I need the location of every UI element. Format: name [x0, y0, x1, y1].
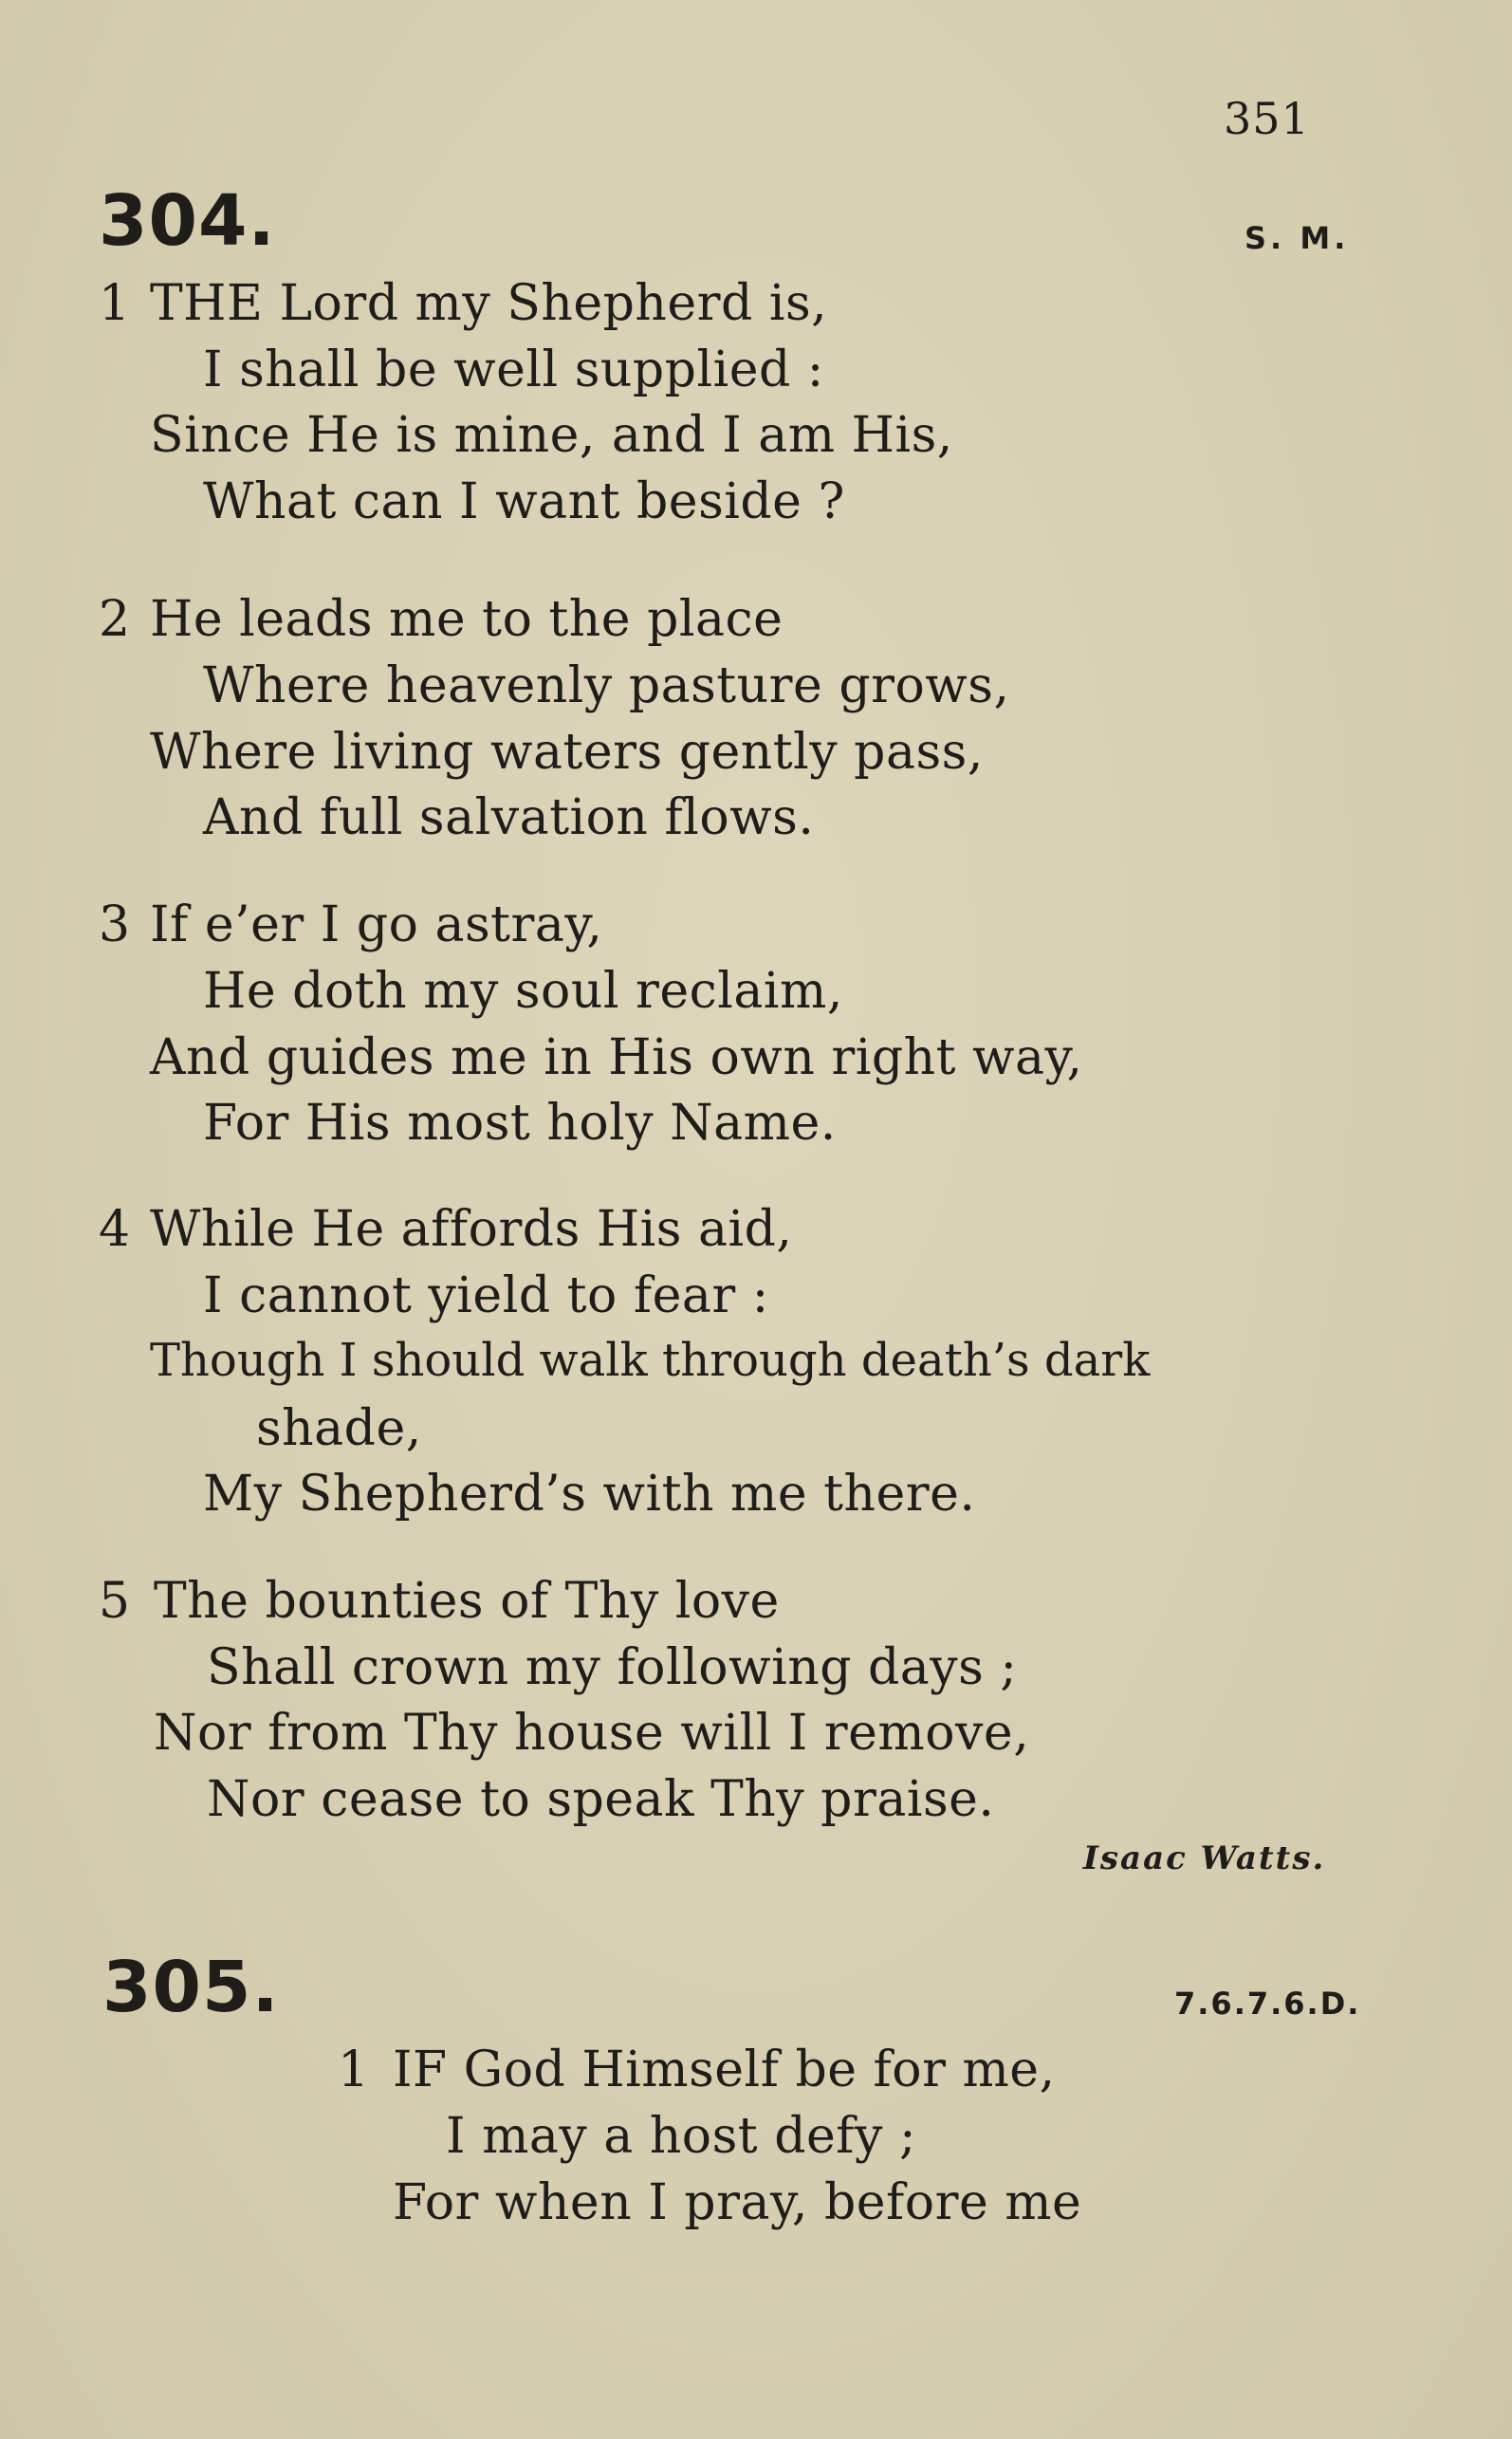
hymn-line: For when I pray, before me [393, 2174, 1082, 2231]
hymn-line: Since He is mine, and I am His, [150, 407, 953, 464]
hymn-line: I may a host defy ; [446, 2108, 916, 2165]
stanza-number: 5 [99, 1573, 131, 1630]
author-attribution: Isaac Watts. [1083, 1839, 1326, 1877]
hymn-number: 305. [102, 1947, 280, 2028]
hymn-line: And full salvation flows. [203, 789, 815, 846]
hymn-line: What can I want beside ? [203, 473, 845, 530]
stanza-number: 4 [99, 1201, 131, 1258]
stanza-number: 3 [99, 896, 131, 953]
hymn-number: 304. [99, 180, 276, 262]
hymn-line: I shall be well supplied : [203, 342, 824, 398]
hymn-line: Nor cease to speak Thy praise. [207, 1771, 995, 1828]
hymn-line: For His most holy Name. [203, 1095, 837, 1152]
hymn-line: Where living waters gently pass, [150, 724, 984, 781]
hymn-line: Though I should walk through death’s dark [150, 1334, 1151, 1387]
page-number: 351 [1224, 93, 1310, 144]
hymn-line: If e’er I go astray, [150, 896, 603, 953]
stanza-number: 1 [99, 275, 131, 332]
stanza-number: 2 [99, 591, 131, 648]
hymn-line: And guides me in His own right way, [150, 1029, 1083, 1086]
hymn-line: My Shepherd’s with me there. [203, 1466, 976, 1523]
hymn-line: shade, [256, 1400, 422, 1457]
hymn-line: Shall crown my following days ; [207, 1639, 1018, 1696]
hymn-line: THE Lord my Shepherd is, [150, 275, 828, 332]
hymn-meter: S. M. [1245, 220, 1350, 256]
hymn-meter: 7.6.7.6.D. [1174, 1986, 1361, 2022]
hymn-line: While He affords His aid, [150, 1201, 793, 1258]
hymn-line: I cannot yield to fear : [203, 1267, 769, 1324]
hymn-line: Nor from Thy house will I remove, [154, 1705, 1030, 1762]
hymn-line: IF God Himself be for me, [393, 2042, 1056, 2098]
hymn-line: He doth my soul reclaim, [203, 963, 843, 1020]
hymn-line: He leads me to the place [150, 591, 784, 648]
hymn-line: Where heavenly pasture grows, [203, 657, 1010, 714]
stanza-number: 1 [338, 2042, 370, 2098]
hymn-line: The bounties of Thy love [154, 1573, 780, 1630]
